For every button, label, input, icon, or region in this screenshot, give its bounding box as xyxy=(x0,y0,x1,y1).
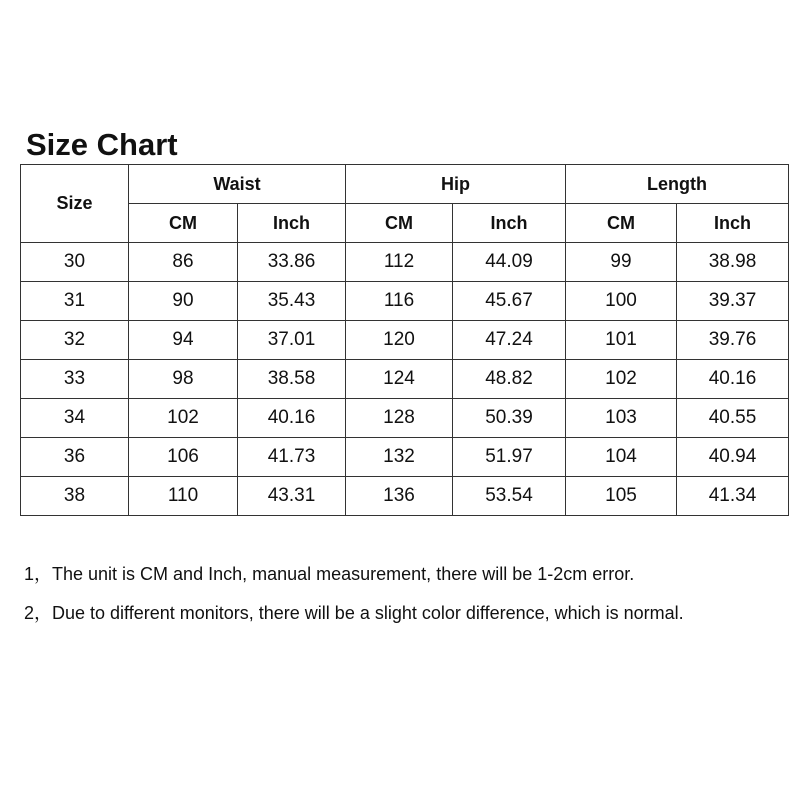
waist-inch-cell: 35.43 xyxy=(238,282,346,321)
hip-cm-cell: 132 xyxy=(346,438,453,477)
waist-inch-cell: 41.73 xyxy=(238,438,346,477)
hip-cm-cell: 128 xyxy=(346,399,453,438)
size-cell: 32 xyxy=(21,321,129,360)
length-cm-cell: 103 xyxy=(566,399,677,438)
length-inch-cell: 39.37 xyxy=(677,282,789,321)
size-cell: 34 xyxy=(21,399,129,438)
hip-cm-cell: 120 xyxy=(346,321,453,360)
size-chart-table xyxy=(20,164,789,516)
length-cm-cell: 100 xyxy=(566,282,677,321)
hip-inch-cell: 44.09 xyxy=(453,243,566,282)
header-row-groups xyxy=(21,165,789,204)
length-cm-cell: 104 xyxy=(566,438,677,477)
table-row xyxy=(21,243,789,282)
size-cell: 31 xyxy=(21,282,129,321)
hip-inch-cell: 47.24 xyxy=(453,321,566,360)
length-inch-cell: 40.55 xyxy=(677,399,789,438)
hip-cm-cell: 112 xyxy=(346,243,453,282)
size-cell: 38 xyxy=(21,477,129,516)
length-cm-header: CM xyxy=(566,204,677,243)
hip-cm-header: CM xyxy=(346,204,453,243)
hip-inch-cell: 45.67 xyxy=(453,282,566,321)
note-2: 2，Due to different monitors, there will be a slight color difference, which is normal. xyxy=(24,603,684,623)
waist-cm-cell: 90 xyxy=(129,282,238,321)
size-cell: 30 xyxy=(21,243,129,282)
waist-cm-cell: 110 xyxy=(129,477,238,516)
table-row xyxy=(21,438,789,477)
size-cell: 33 xyxy=(21,360,129,399)
hip-inch-header: Inch xyxy=(453,204,566,243)
size-table-body xyxy=(21,243,789,516)
hip-cm-cell: 124 xyxy=(346,360,453,399)
size-cell: 36 xyxy=(21,438,129,477)
length-inch-cell: 40.16 xyxy=(677,360,789,399)
hip-inch-cell: 51.97 xyxy=(453,438,566,477)
hip-inch-cell: 53.54 xyxy=(453,477,566,516)
header-row-units xyxy=(21,204,789,243)
length-inch-cell: 39.76 xyxy=(677,321,789,360)
length-inch-cell: 41.34 xyxy=(677,477,789,516)
length-cm-cell: 102 xyxy=(566,360,677,399)
table-row xyxy=(21,477,789,516)
hip-cm-cell: 136 xyxy=(346,477,453,516)
table-row xyxy=(21,321,789,360)
table-row xyxy=(21,360,789,399)
table-row xyxy=(21,399,789,438)
page-title: Size Chart xyxy=(26,127,178,162)
waist-inch-cell: 33.86 xyxy=(238,243,346,282)
waist-inch-header: Inch xyxy=(238,204,346,243)
waist-inch-cell: 40.16 xyxy=(238,399,346,438)
note-1: 1，The unit is CM and Inch, manual measurement, there will be 1-2cm error. xyxy=(24,564,635,584)
waist-cm-cell: 102 xyxy=(129,399,238,438)
length-cm-cell: 99 xyxy=(566,243,677,282)
hip-inch-cell: 48.82 xyxy=(453,360,566,399)
table-row xyxy=(21,282,789,321)
waist-group-header: Waist xyxy=(129,165,346,204)
waist-cm-cell: 86 xyxy=(129,243,238,282)
notes-section xyxy=(24,560,794,638)
waist-cm-cell: 94 xyxy=(129,321,238,360)
length-cm-cell: 105 xyxy=(566,477,677,516)
length-inch-header: Inch xyxy=(677,204,789,243)
length-inch-cell: 40.94 xyxy=(677,438,789,477)
waist-inch-cell: 37.01 xyxy=(238,321,346,360)
size-column-header: Size xyxy=(21,165,129,243)
length-inch-cell: 38.98 xyxy=(677,243,789,282)
length-cm-cell: 101 xyxy=(566,321,677,360)
length-group-header: Length xyxy=(566,165,789,204)
waist-inch-cell: 38.58 xyxy=(238,360,346,399)
hip-cm-cell: 116 xyxy=(346,282,453,321)
hip-inch-cell: 50.39 xyxy=(453,399,566,438)
waist-inch-cell: 43.31 xyxy=(238,477,346,516)
waist-cm-header: CM xyxy=(129,204,238,243)
hip-group-header: Hip xyxy=(346,165,566,204)
waist-cm-cell: 98 xyxy=(129,360,238,399)
waist-cm-cell: 106 xyxy=(129,438,238,477)
